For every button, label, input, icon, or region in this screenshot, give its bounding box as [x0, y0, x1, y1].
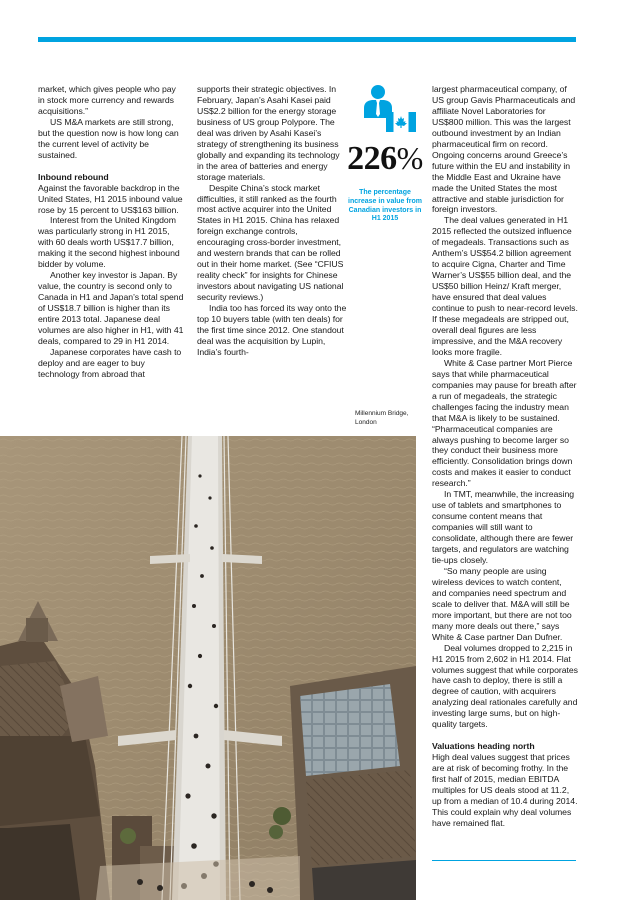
- stat-value: 226: [347, 140, 397, 177]
- section-heading: Inbound rebound: [38, 171, 109, 182]
- paragraph: In TMT, meanwhile, the increasing use of tablets and smartphones to consume content means that companies will still want to consolidate, although there are fewer targets, and regulators are watching tie-ups closely.: [432, 489, 575, 565]
- stat-caption: The percentage increase in value from Canadian investors in H1 2015: [348, 189, 422, 223]
- paragraph: High deal values suggest that prices are at risk of becoming frothy. In the first half of 2015, median EBITDA multiples for US deals stood at 11.2, up from a median of 10.4 during 2014. This could explain why deal volumes have remained flat.: [432, 752, 578, 828]
- paragraph: Japanese corporates have cash to deploy and are eager to buy technology from abroad that: [38, 346, 182, 379]
- paragraph: Interest from the United Kingdom was particularly strong in H1 2015, with 60 deals worth US$17.7 billion, making it the second highest inbound bidder by volume.: [38, 215, 180, 270]
- paragraph: Against the favorable backdrop in the United States, H1 2015 inbound value rose by 15 percent to US$163 billion.: [38, 182, 183, 215]
- top-accent-bar: [38, 37, 576, 42]
- section-heading: Valuations heading north: [432, 741, 535, 752]
- paragraph: The deal values generated in H1 2015 reflected the outsized influence of megadeals. Transactions such as Anthem’s US$54.2 billion agreement to acquire Cigna, Charter and Time Warner’s US$55 billion deal, and the US$50 billion Heinz/ Kraft merger, have ensured that deal values continue to push to near-record levels. If these megadeals are stripped out, overall deal figures are less impressive, and the M&A recovery looks more fragile.: [432, 215, 578, 357]
- paragraph: Another key investor is Japan. By value, the country is second only to Canada in H1 and Japan’s total spend of US$18.7 billion is higher than its entire 2013 total. Japanese deal volumes are also higher in H1, with 41 deals, compared to 29 in H1 2014.: [38, 270, 184, 346]
- text-column-1: [38, 84, 184, 380]
- bottom-rule: [432, 860, 576, 861]
- stat-number: [344, 140, 426, 178]
- paragraph: largest pharmaceutical company, of US group Gavis Pharmaceuticals and affiliate Novel Laboratories for US$800 million. This was the largest outbound investment by an Indian pharmaceutical firm on record. Ongoing concerns around Greece’s future within the EU and instability in the Middle East and Ukraine have made the United States the most attractive and stable jurisdiction for foreign investors.: [432, 84, 576, 215]
- paragraph: White & Case partner Mort Pierce says that while pharmaceutical companies may pause for breath after a run of megadeals, the strategic challenges facing the industry mean that M&A is likely to be sustained. “Pharmaceutical companies are always pushing to become larger so they conduct their business more efficiently. Consolidation brings down costs and makes it easier to conduct research.”: [432, 357, 577, 489]
- bridge-photo: [0, 436, 416, 900]
- photo-caption: Millennium Bridge, London: [355, 410, 409, 426]
- percent-sign: %: [396, 140, 423, 176]
- text-column-3: [432, 84, 578, 829]
- text-column-2: [197, 84, 347, 358]
- paragraph: “So many people are using wireless devices to watch content, and companies need spectrum and scale to deliver that. M&A will still be more important, but there are not too many more deals out there,” says White & Case partner Dan Dufner.: [432, 565, 572, 642]
- stat-callout: [344, 84, 426, 244]
- paragraph: US M&A markets are still strong, but the question now is how long can the current level of activity be sustained.: [38, 116, 179, 160]
- paragraph: Despite China’s stock market difficulties, it still ranked as the fourth most active acquirer into the United States in H1 2015. China has relaxed foreign exchange controls, encouraging cross-border investment, and western brands that can be rolled out in their home market. (See “CFIUS reality check” for insights for Chinese investors about navigating US national security reviews.): [197, 182, 344, 303]
- paragraph: supports their strategic objectives. In February, Japan’s Asahi Kasei paid US$2.2 billion for the energy storage business of US group Polypore. The deal was driven by Asahi Kasei’s strategy of strengthening its business globally and expanding its technology in the area of batteries and energy storage materials.: [197, 84, 340, 182]
- paragraph: market, which gives people who pay in stock more currency and rewards acquisitions.”: [38, 84, 176, 116]
- paragraph: Deal volumes dropped to 2,215 in H1 2015 from 2,602 in H1 2014. Flat volumes suggest that while corporates have cash to deploy, there is still a degree of caution, with acquirers analyzing deal rationales carefully and investing large sums, but on high-quality targets.: [432, 642, 578, 730]
- paragraph: India too has forced its way onto the top 10 buyers table (with ten deals) for the first time since 2012. One standout deal was the acquisition by Lupin, India’s fourth-: [197, 303, 347, 357]
- canada-flag-icon: [386, 112, 416, 132]
